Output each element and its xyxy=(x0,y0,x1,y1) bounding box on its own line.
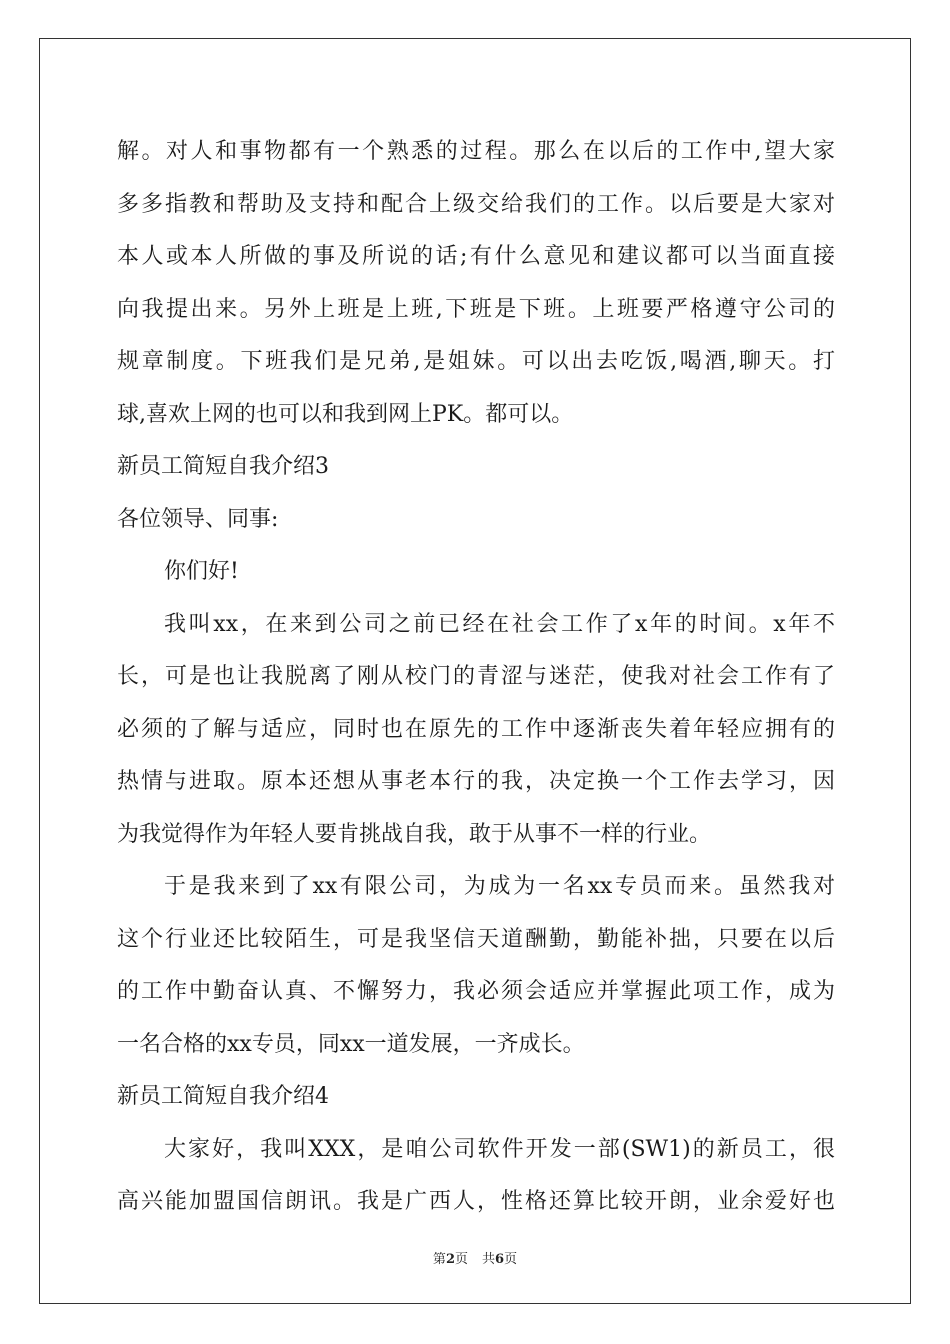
paragraph-line: 高兴能加盟国信朗讯。我是广西人，性格还算比较开朗，业余爱好也 xyxy=(117,1189,835,1214)
section-heading: 新员工简短自我介绍3 xyxy=(117,454,329,479)
paragraph-line: 于是我来到了xx有限公司，为成为一名xx专员而来。虽然我对 xyxy=(164,874,835,899)
document-body xyxy=(117,126,835,1229)
paragraph-line: 多多指教和帮助及支持和配合上级交给我们的工作。以后要是大家对 xyxy=(117,191,835,217)
total-prefix: 共 xyxy=(482,1252,496,1267)
salutation: 各位领导、同事: xyxy=(117,506,279,532)
page-footer xyxy=(0,1248,950,1267)
section-heading: 新员工简短自我介绍4 xyxy=(117,1084,329,1109)
paragraph-line: 这个行业还比较陌生，可是我坚信天道酬勤，勤能补拙，只要在以后 xyxy=(117,926,835,952)
paragraph-line: 一名合格的xx专员，同xx一道发展，一齐成长。 xyxy=(117,1031,585,1057)
paragraph-line: 长，可是也让我脱离了刚从校门的青涩与迷茫，使我对社会工作有了 xyxy=(117,664,835,689)
paragraph-line: 必须的了解与适应，同时也在原先的工作中逐渐丧失着年轻应拥有的 xyxy=(117,716,835,742)
paragraph-line: 本人或本人所做的事及所说的话;有什么意见和建议都可以当面直接 xyxy=(117,244,835,269)
greeting: 你们好! xyxy=(164,559,239,584)
paragraph-line: 球,喜欢上网的也可以和我到网上PK。都可以。 xyxy=(117,401,574,427)
total-pages: 6 xyxy=(495,1252,505,1267)
page-suffix: 页 xyxy=(454,1252,468,1267)
paragraph-line: 我叫xx，在来到公司之前已经在社会工作了x年的时间。x年不 xyxy=(164,611,835,637)
paragraph-line: 规章制度。下班我们是兄弟,是姐妹。可以出去吃饭,喝酒,聊天。打 xyxy=(117,349,835,374)
paragraph-line: 为我觉得作为年轻人要肯挑战自我，敢于从事不一样的行业。 xyxy=(117,821,712,847)
page-number: 2 xyxy=(445,1252,455,1267)
paragraph-line: 向我提出来。另外上班是上班,下班是下班。上班要严格遵守公司的 xyxy=(117,296,835,322)
paragraph-line: 大家好，我叫XXX，是咱公司软件开发一部(SW1)的新员工，很 xyxy=(164,1136,835,1162)
total-suffix: 页 xyxy=(504,1252,518,1267)
paragraph-line: 解。对人和事物都有一个熟悉的过程。那么在以后的工作中,望大家 xyxy=(117,139,835,164)
paragraph-line: 热情与进取。原本还想从事老本行的我，决定换一个工作去学习，因 xyxy=(117,769,835,794)
paragraph-line: 的工作中勤奋认真、不懈努力，我必须会适应并掌握此项工作，成为 xyxy=(117,979,835,1004)
page-prefix: 第 xyxy=(432,1252,446,1267)
